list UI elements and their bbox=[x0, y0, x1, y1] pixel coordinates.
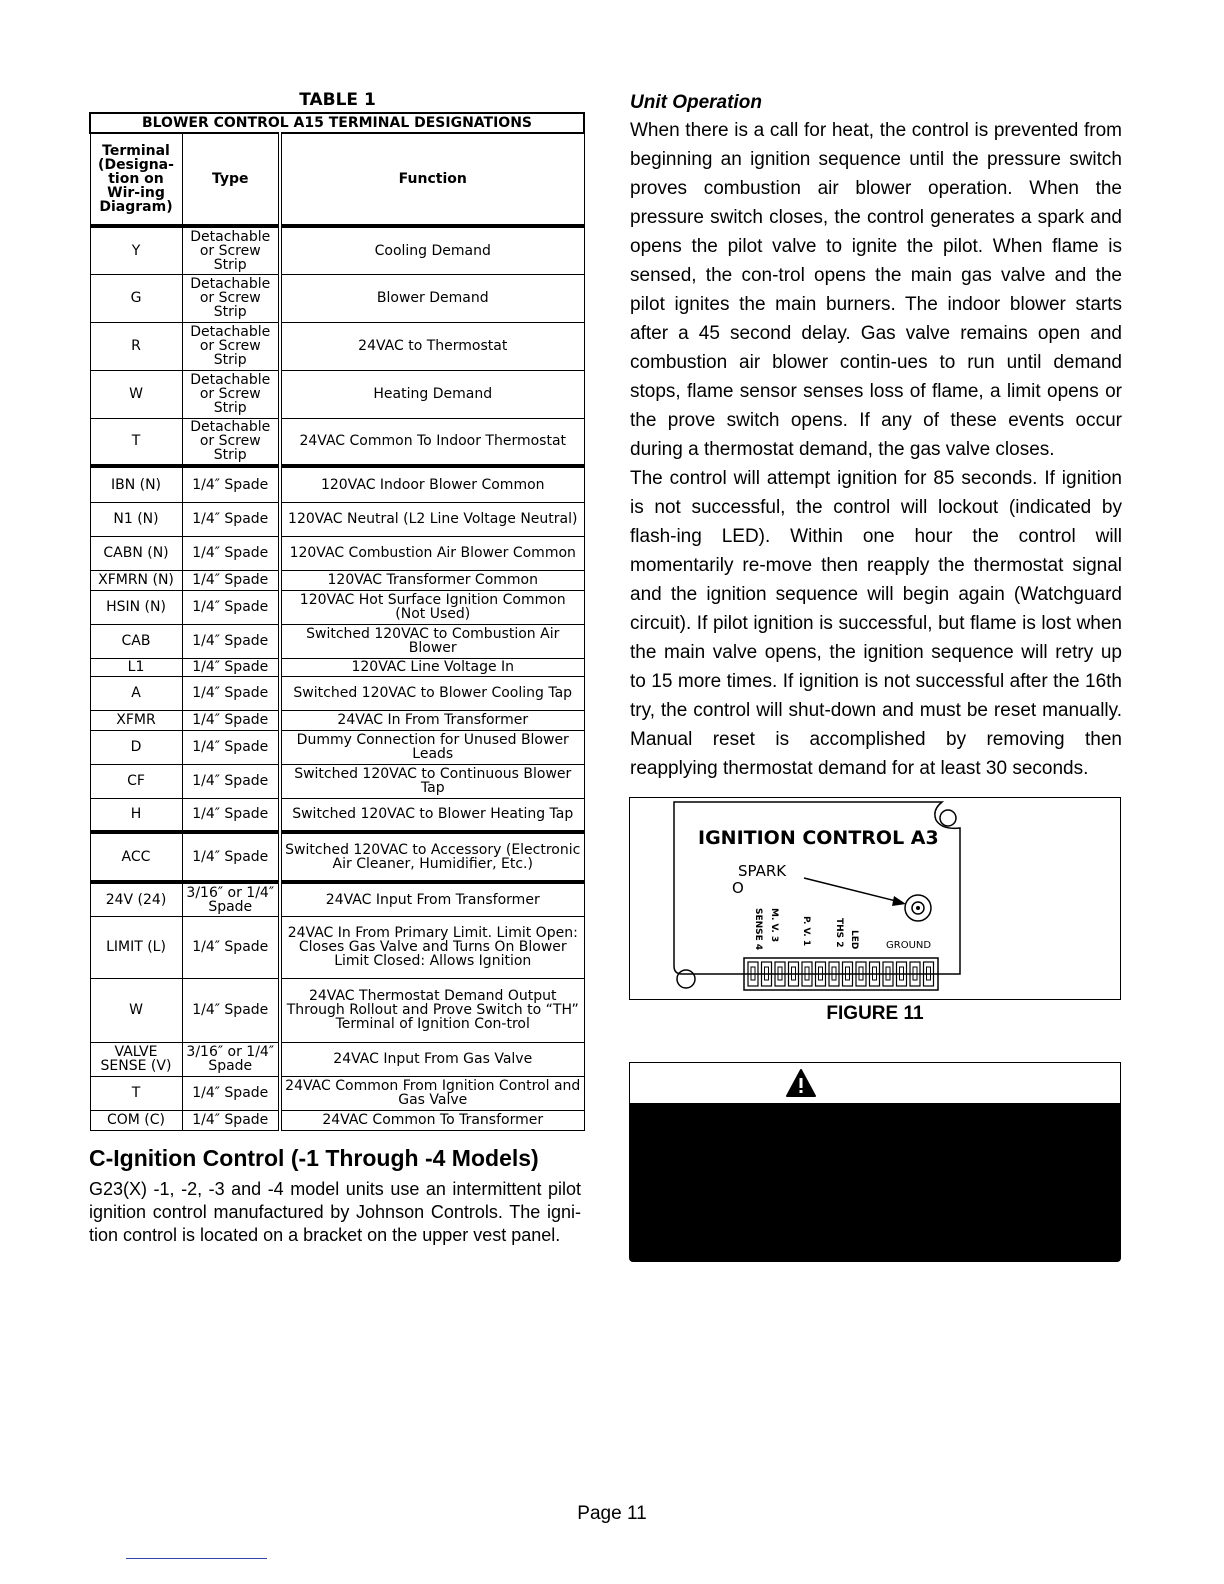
header-type: Type bbox=[182, 133, 280, 226]
cell-terminal: T bbox=[90, 1076, 182, 1110]
cell-type: 1/4″ Spade bbox=[182, 832, 280, 882]
cell-function: Switched 120VAC to Continuous Blower Tap bbox=[280, 764, 584, 798]
table-row bbox=[90, 322, 584, 370]
cell-type: 1/4″ Spade bbox=[182, 570, 280, 590]
spark-pointer-arrowhead bbox=[892, 896, 906, 906]
table-row bbox=[90, 658, 584, 676]
cell-function: 24VAC In From Primary Limit. Limit Open: Closes Gas Valve and Turns On Blower Limit Closed: Allows Ignition bbox=[280, 916, 584, 978]
table-row bbox=[90, 916, 584, 978]
cell-terminal: L1 bbox=[90, 658, 182, 676]
o-label: O bbox=[732, 879, 744, 897]
cell-type: 1/4″ Spade bbox=[182, 658, 280, 676]
cell-type: Detachable or Screw Strip bbox=[182, 274, 280, 322]
cell-terminal: G bbox=[90, 274, 182, 322]
terminal-label-sense4: SENSE 4 bbox=[753, 908, 763, 951]
cell-type: Detachable or Screw Strip bbox=[182, 370, 280, 418]
cell-terminal: W bbox=[90, 978, 182, 1042]
table-body bbox=[90, 226, 584, 1130]
figure-caption: FIGURE 11 bbox=[826, 1003, 924, 1024]
spark-terminal-center bbox=[916, 906, 920, 910]
terminal-label-mv3: M. V. 3 bbox=[769, 908, 779, 943]
cell-terminal: N1 (N) bbox=[90, 502, 182, 536]
cell-type: 1/4″ Spade bbox=[182, 1076, 280, 1110]
warning-icon bbox=[630, 1063, 1119, 1103]
mount-hole-bottom-left bbox=[677, 970, 695, 988]
cell-type: 1/4″ Spade bbox=[182, 1110, 280, 1130]
table-row bbox=[90, 370, 584, 418]
cell-function: Dummy Connection for Unused Blower Leads bbox=[280, 730, 584, 764]
cell-function: 120VAC Line Voltage In bbox=[280, 658, 584, 676]
cell-function: 24VAC Common To Indoor Thermostat bbox=[280, 418, 584, 466]
table-row bbox=[90, 1076, 584, 1110]
terminal-label-pv1: P. V. 1 bbox=[801, 916, 811, 947]
cell-terminal: XFMR bbox=[90, 710, 182, 730]
right-column bbox=[630, 88, 1122, 783]
mount-hole-top-right bbox=[940, 810, 956, 826]
table-title: BLOWER CONTROL A15 TERMINAL DESIGNATIONS bbox=[90, 113, 584, 133]
cell-function: Switched 120VAC to Blower Heating Tap bbox=[280, 798, 584, 832]
cell-function: Blower Demand bbox=[280, 274, 584, 322]
page-number: Page 11 bbox=[577, 1503, 647, 1524]
cell-terminal: VALVE SENSE (V) bbox=[90, 1042, 182, 1076]
terminal-label-ths2: THS 2 bbox=[834, 918, 844, 948]
ignition-control-diagram bbox=[630, 798, 1119, 998]
table-row bbox=[90, 1042, 584, 1076]
cell-function: 120VAC Transformer Common bbox=[280, 570, 584, 590]
unit-operation-paragraph-1: When there is a call for heat, the control is prevented from beginning an ignition sequence until the pressure switch proves combustion air blower operation. When the pressure switch closes, the control generates a spark and opens the pilot valve to ignite the pilot. When flame is sensed, the con-trol opens the main gas valve and the pilot ignites the main burners. The indoor blower starts after a 45 second delay. Gas valve remains open and combustion air blower contin-ues to run until demand stops, flame sensor senses loss of flame, a limit opens or the prove switch opens. If any of these events occur during a thermostat demand, the gas valve closes. bbox=[630, 120, 1122, 460]
cell-type: 1/4″ Spade bbox=[182, 710, 280, 730]
cell-terminal: XFMRN (N) bbox=[90, 570, 182, 590]
cell-terminal: 24V (24) bbox=[90, 882, 182, 916]
cell-function: 24VAC Input From Gas Valve bbox=[280, 1042, 584, 1076]
terminal-table bbox=[89, 112, 585, 1131]
cell-function: Heating Demand bbox=[280, 370, 584, 418]
cell-type: 1/4″ Spade bbox=[182, 466, 280, 502]
cell-type: 1/4″ Spade bbox=[182, 590, 280, 624]
cell-type: 1/4″ Spade bbox=[182, 916, 280, 978]
table-row bbox=[90, 466, 584, 502]
cell-terminal: W bbox=[90, 370, 182, 418]
cell-function: 24VAC Thermostat Demand Output Through Rollout and Prove Switch to “TH” Terminal of Ignition Con-trol bbox=[280, 978, 584, 1042]
cell-function: 120VAC Indoor Blower Common bbox=[280, 466, 584, 502]
cell-type: 3/16″ or 1/4″ Spade bbox=[182, 882, 280, 916]
cell-terminal: H bbox=[90, 798, 182, 832]
table-row bbox=[90, 226, 584, 274]
ground-label: GROUND bbox=[886, 940, 932, 951]
warning-header bbox=[629, 1062, 1121, 1104]
table-row bbox=[90, 676, 584, 710]
cell-terminal: CABN (N) bbox=[90, 536, 182, 570]
header-function: Function bbox=[280, 133, 584, 226]
cell-type: 1/4″ Spade bbox=[182, 978, 280, 1042]
spark-pointer-line bbox=[804, 878, 900, 902]
cell-function: 24VAC In From Transformer bbox=[280, 710, 584, 730]
cell-type: 1/4″ Spade bbox=[182, 536, 280, 570]
table-row bbox=[90, 1110, 584, 1130]
table-row bbox=[90, 832, 584, 882]
cell-terminal: CAB bbox=[90, 624, 182, 658]
table-row bbox=[90, 624, 584, 658]
cell-terminal: LIMIT (L) bbox=[90, 916, 182, 978]
cell-function: 24VAC Common From Ignition Control and Gas Valve bbox=[280, 1076, 584, 1110]
cell-type: 1/4″ Spade bbox=[182, 502, 280, 536]
cell-terminal: HSIN (N) bbox=[90, 590, 182, 624]
cell-function: Cooling Demand bbox=[280, 226, 584, 274]
table-row bbox=[90, 882, 584, 916]
cell-terminal: IBN (N) bbox=[90, 466, 182, 502]
cell-terminal: T bbox=[90, 418, 182, 466]
cell-terminal: D bbox=[90, 730, 182, 764]
cell-type: 3/16″ or 1/4″ Spade bbox=[182, 1042, 280, 1076]
terminal-label-led: LED bbox=[849, 930, 859, 950]
cell-type: Detachable or Screw Strip bbox=[182, 418, 280, 466]
left-column bbox=[89, 88, 586, 1247]
table-row bbox=[90, 710, 584, 730]
cell-terminal: CF bbox=[90, 764, 182, 798]
table-row bbox=[90, 764, 584, 798]
cell-type: 1/4″ Spade bbox=[182, 676, 280, 710]
cell-terminal: COM (C) bbox=[90, 1110, 182, 1130]
spark-label: SPARK bbox=[738, 862, 787, 880]
section-body: G23(X) -1, -2, -3 and -4 model units use an intermittent pilot ignition control manufactured by Johnson Controls. The igni-tion control is located on a bracket on the upper vest panel. bbox=[89, 1178, 581, 1245]
table-row bbox=[90, 274, 584, 322]
table-row bbox=[90, 536, 584, 570]
table-row bbox=[90, 730, 584, 764]
table-caption: TABLE 1 bbox=[299, 90, 376, 110]
table-row bbox=[90, 502, 584, 536]
cell-function: Switched 120VAC to Accessory (Electronic Air Cleaner, Humidifier, Etc.) bbox=[280, 832, 584, 882]
unit-operation-paragraph-2: The control will attempt ignition for 85 seconds. If ignition is not successful, the control will lockout (indicated by flash-ing LED). Within one hour the control will momentarily re-move then reapply the thermostat signal and the ignition sequence will begin again (Watchguard circuit). If pilot ignition is successful, but flame is lost when the main valve opens, the ignition sequence will retry up to 15 more times. If ignition is not successful after the 16th try, the control will shut-down and must be reset manually. Manual reset is accomplished by removing then reapplying thermostat demand for at least 30 seconds. bbox=[630, 468, 1122, 779]
cell-type: 1/4″ Spade bbox=[182, 764, 280, 798]
header-terminal: Terminal (Designa-tion on Wir-ing Diagram) bbox=[90, 133, 182, 226]
cell-function: 24VAC Common To Transformer bbox=[280, 1110, 584, 1130]
cell-terminal: R bbox=[90, 322, 182, 370]
cell-type: Detachable or Screw Strip bbox=[182, 226, 280, 274]
cell-type: 1/4″ Spade bbox=[182, 624, 280, 658]
cell-function: 24VAC Input From Transformer bbox=[280, 882, 584, 916]
cell-terminal: Y bbox=[90, 226, 182, 274]
cell-function: 120VAC Neutral (L2 Line Voltage Neutral) bbox=[280, 502, 584, 536]
table-row bbox=[90, 418, 584, 466]
unit-operation-heading: Unit Operation bbox=[630, 92, 762, 113]
cell-function: Switched 120VAC to Blower Cooling Tap bbox=[280, 676, 584, 710]
warning-body bbox=[629, 1104, 1121, 1262]
cell-function: 120VAC Hot Surface Ignition Common (Not Used) bbox=[280, 590, 584, 624]
table-row bbox=[90, 978, 584, 1042]
footer-rule bbox=[126, 1558, 267, 1559]
table-row bbox=[90, 798, 584, 832]
figure-title: IGNITION CONTROL A3 bbox=[698, 827, 939, 849]
table-row bbox=[90, 570, 584, 590]
figure-11-box bbox=[629, 797, 1121, 1000]
section-heading: C-Ignition Control (-1 Through -4 Models) bbox=[89, 1144, 539, 1171]
cell-terminal: ACC bbox=[90, 832, 182, 882]
cell-type: Detachable or Screw Strip bbox=[182, 322, 280, 370]
cell-function: 120VAC Combustion Air Blower Common bbox=[280, 536, 584, 570]
cell-terminal: A bbox=[90, 676, 182, 710]
cell-type: 1/4″ Spade bbox=[182, 730, 280, 764]
table-row bbox=[90, 590, 584, 624]
cell-function: Switched 120VAC to Combustion Air Blower bbox=[280, 624, 584, 658]
cell-type: 1/4″ Spade bbox=[182, 798, 280, 832]
cell-function: 24VAC to Thermostat bbox=[280, 322, 584, 370]
